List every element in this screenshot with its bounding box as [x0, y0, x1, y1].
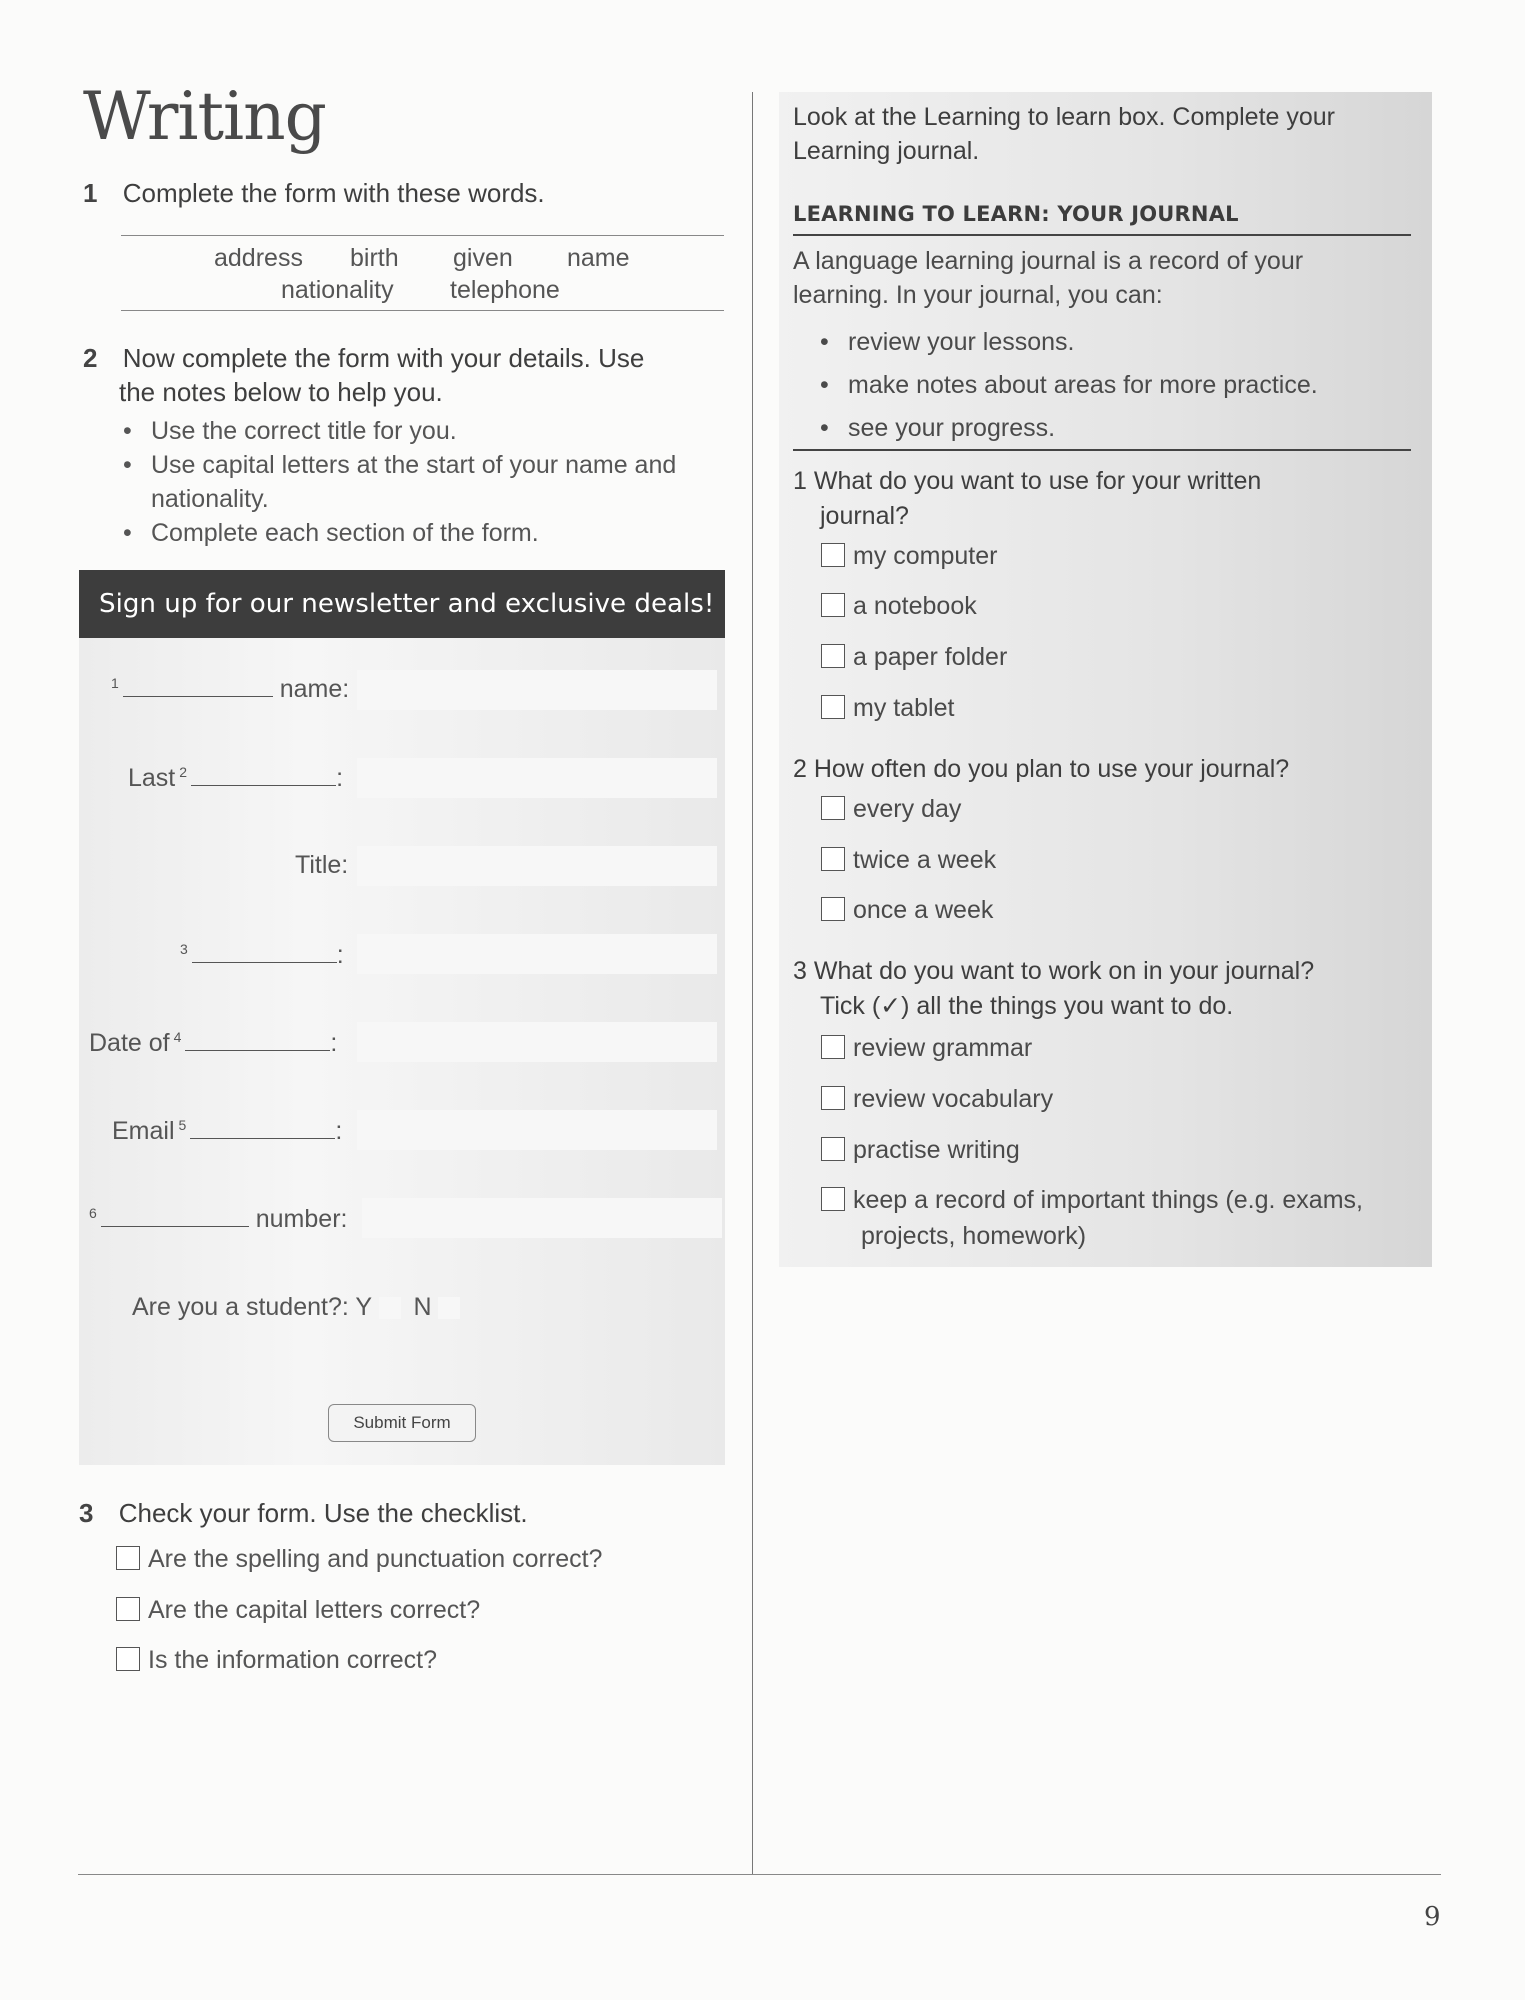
title-label: Title:	[295, 851, 349, 879]
word-box	[121, 235, 724, 311]
option-label: once a week	[853, 896, 994, 924]
field-label: name:	[279, 675, 350, 703]
option-row	[821, 592, 977, 621]
note-item-continued: nationality.	[151, 485, 269, 513]
form-row-1-label	[111, 674, 349, 704]
journal-q3-line-2: Tick (✓) all the things you want to do.	[820, 992, 1234, 1020]
form-row-3-label	[180, 940, 344, 970]
option-label: a paper folder	[853, 643, 1008, 671]
question-3-text: Check your form. Use the checklist.	[118, 1498, 528, 1528]
journal-intro	[793, 100, 1335, 168]
checklist-item	[116, 1646, 437, 1675]
question-1-text: Complete the form with these words.	[122, 178, 545, 208]
bullet-item: • make notes about areas for more practice.	[818, 364, 1418, 407]
option-row	[821, 1085, 1053, 1114]
option-row	[821, 694, 954, 723]
field-label-colon: :	[330, 1029, 338, 1057]
journal-question-3	[793, 954, 1314, 1024]
footer-rule	[78, 1874, 1441, 1875]
note-item: • Use capital letters at the start of your name and	[121, 448, 731, 482]
learning-box-heading: LEARNING TO LEARN: YOUR JOURNAL	[793, 202, 1239, 226]
form-row-4-label	[89, 1028, 337, 1058]
yes-checkbox[interactable]	[379, 1297, 401, 1319]
answer-blank[interactable]	[123, 674, 273, 697]
checkbox[interactable]	[821, 847, 845, 871]
student-label: Are you a student?:	[132, 1293, 349, 1321]
journal-q1-line-1: 1 What do you want to use for your written	[793, 467, 1262, 495]
field-label: number:	[255, 1205, 348, 1233]
checklist-text: Are the capital letters correct?	[148, 1596, 481, 1624]
student-question	[132, 1293, 460, 1322]
journal-question-2: 2 How often do you plan to use your journal?	[793, 755, 1290, 783]
checklist-item	[116, 1596, 480, 1625]
answer-blank[interactable]	[191, 763, 336, 786]
form-row-2-label	[128, 763, 343, 793]
option-row	[821, 1034, 1032, 1063]
date-of-birth-input[interactable]	[357, 1022, 717, 1062]
word-given: given	[453, 244, 513, 272]
form-row-6-label	[89, 1204, 347, 1234]
journal-question-1	[793, 464, 1261, 534]
field-label-colon: :	[336, 941, 344, 969]
answer-blank[interactable]	[101, 1204, 249, 1227]
form-heading: Sign up for our newsletter and exclusive deals!	[79, 570, 725, 638]
option-row	[821, 643, 1007, 672]
blank-number: 3	[180, 940, 188, 957]
checkbox[interactable]	[116, 1597, 140, 1621]
word-address: address	[214, 244, 303, 272]
bullet-item: • see your progress.	[818, 407, 1418, 450]
option-label: my tablet	[853, 694, 955, 722]
checklist-text: Are the spelling and punctuation correct?	[148, 1545, 603, 1573]
nationality-input[interactable]	[357, 934, 717, 974]
blank-number: 2	[179, 763, 188, 780]
option-row	[821, 896, 993, 925]
option-label: keep a record of important things (e.g. exams,	[853, 1186, 1363, 1214]
checkbox[interactable]	[821, 1137, 845, 1161]
word-nationality: nationality	[281, 276, 394, 304]
field-label: Date of	[89, 1029, 170, 1057]
learning-box-bullets	[818, 321, 1418, 450]
page-number: 9	[1424, 1902, 1441, 1932]
blank-number: 5	[178, 1116, 187, 1133]
checkbox[interactable]	[821, 897, 845, 921]
option-row	[821, 795, 961, 824]
note-item: • Complete each section of the form.	[121, 516, 731, 550]
question-3-number: 3	[79, 1498, 94, 1528]
checkbox[interactable]	[821, 1035, 845, 1059]
learning-box-text	[793, 244, 1303, 312]
blank-number: 4	[173, 1028, 182, 1045]
checkbox[interactable]	[821, 796, 845, 820]
option-label: review grammar	[853, 1034, 1033, 1062]
option-row	[821, 1186, 1363, 1215]
form-row-5-label	[112, 1116, 342, 1146]
field-label: Email	[112, 1117, 175, 1145]
question-2-number: 2	[83, 343, 98, 373]
option-label: practise writing	[853, 1136, 1020, 1164]
telephone-number-input[interactable]	[362, 1198, 722, 1238]
last-name-input[interactable]	[357, 758, 717, 798]
checkbox[interactable]	[116, 1546, 140, 1570]
question-1	[83, 176, 545, 210]
checklist-text: Is the information correct?	[148, 1646, 438, 1674]
question-2	[83, 341, 644, 409]
question-1-number: 1	[83, 178, 98, 208]
option-label: twice a week	[853, 846, 997, 874]
checkbox[interactable]	[821, 593, 845, 617]
option-row	[821, 1136, 1020, 1165]
option-label: a notebook	[853, 592, 977, 620]
checkbox[interactable]	[821, 1187, 845, 1211]
field-label: Last	[128, 764, 176, 792]
question-2-line-1: Now complete the form with your details. Use	[122, 343, 645, 373]
journal-q1-line-2: journal?	[820, 502, 909, 530]
no-label: N	[413, 1293, 432, 1321]
blank-number: 6	[89, 1204, 97, 1221]
intro-line-1: Look at the Learning to learn box. Complete your	[793, 103, 1336, 131]
option-row	[821, 846, 996, 875]
option-label-continued: projects, homework)	[861, 1222, 1087, 1250]
option-label: my computer	[853, 542, 998, 570]
field-label-colon: :	[336, 764, 344, 792]
question-2-line-2: the notes below to help you.	[119, 377, 443, 407]
option-label: every day	[853, 795, 962, 823]
box-top-rule	[793, 234, 1411, 236]
checkbox[interactable]	[821, 695, 845, 719]
note-item: • Use the correct title for you.	[121, 414, 731, 448]
column-divider	[752, 92, 753, 1874]
title-input[interactable]	[357, 846, 717, 886]
answer-blank[interactable]	[190, 1116, 335, 1139]
checklist-item	[116, 1545, 602, 1574]
no-checkbox[interactable]	[438, 1297, 460, 1319]
yes-label: Y	[355, 1293, 372, 1321]
answer-blank[interactable]	[192, 940, 337, 963]
word-telephone: telephone	[450, 276, 560, 304]
bullet-item: • review your lessons.	[818, 321, 1418, 364]
box-text-line-1: A language learning journal is a record of your	[793, 247, 1304, 275]
checkbox[interactable]	[821, 543, 845, 567]
question-3	[79, 1496, 528, 1530]
question-2-notes	[121, 414, 731, 550]
option-row	[821, 542, 997, 571]
submit-form-button[interactable]: Submit Form	[328, 1404, 476, 1442]
page-title: Writing	[83, 78, 326, 155]
journal-q3-line-1: 3 What do you want to work on in your journal?	[793, 957, 1315, 985]
word-name: name	[567, 244, 630, 272]
first-name-input[interactable]	[357, 670, 717, 710]
answer-blank[interactable]	[185, 1028, 330, 1051]
box-text-line-2: learning. In your journal, you can:	[793, 281, 1163, 309]
checkbox[interactable]	[821, 644, 845, 668]
field-label-colon: :	[335, 1117, 343, 1145]
word-birth: birth	[350, 244, 399, 272]
blank-number: 1	[111, 674, 119, 691]
checkbox[interactable]	[821, 1086, 845, 1110]
email-address-input[interactable]	[357, 1110, 717, 1150]
option-label: review vocabulary	[853, 1085, 1054, 1113]
box-bottom-rule	[793, 449, 1411, 451]
intro-line-2: Learning journal.	[793, 137, 980, 165]
checkbox[interactable]	[116, 1647, 140, 1671]
